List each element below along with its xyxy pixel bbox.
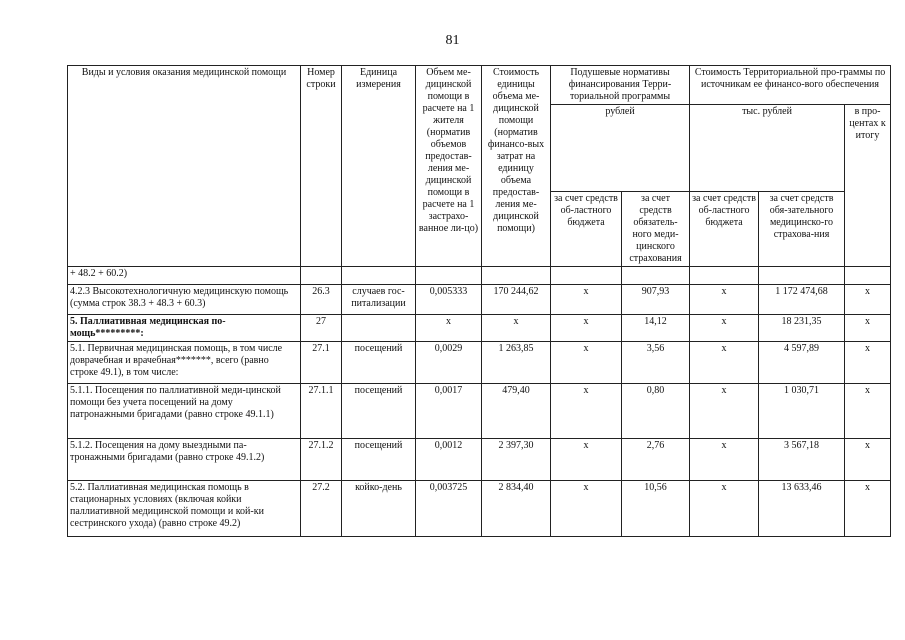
row-regional: х — [551, 285, 622, 315]
row-name: 5.1.2. Посещения на дому выездными па-тронажными бригадами (равно строке 49.1.2) — [68, 439, 301, 481]
row-unit — [342, 315, 416, 342]
row-volume: 0,005333 — [416, 285, 482, 315]
row-cost: 479,40 — [482, 384, 551, 439]
header-program-cost: Стоимость Территориальной про-граммы по источникам ее финансо-вого обеспечения — [690, 66, 891, 105]
row-regional-2: х — [690, 439, 759, 481]
row-oms-2: 18 231,35 — [759, 315, 845, 342]
row-name: 5.2. Паллиативная медицинская помощь в стационарных условиях (включая койки паллиативной медицинской помощи и кой-ки сестринского ухода) (равно строке 49.2) — [68, 481, 301, 537]
row-number: 27.1 — [301, 342, 342, 384]
row-oms: 0,80 — [622, 384, 690, 439]
row-unit: посещений — [342, 342, 416, 384]
row-number — [301, 267, 342, 285]
row-oms-2: 13 633,46 — [759, 481, 845, 537]
row-cost: 2 397,30 — [482, 439, 551, 481]
row-oms: 10,56 — [622, 481, 690, 537]
row-name: 4.2.3 Высокотехнологичную медицинскую помощь (сумма строк 38.3 + 48.3 + 60.3) — [68, 285, 301, 315]
row-volume: 0,0012 — [416, 439, 482, 481]
row-oms-2 — [759, 267, 845, 285]
row-name: 5.1.1. Посещения по паллиативной меди-цинской помощи без учета посещений на дому патронажными бригадами (равно строке 49.1.1) — [68, 384, 301, 439]
row-cost: 1 263,85 — [482, 342, 551, 384]
row-oms-2: 1 172 474,68 — [759, 285, 845, 315]
row-percent: х — [845, 342, 891, 384]
row-oms-2: 1 030,71 — [759, 384, 845, 439]
row-percent: х — [845, 315, 891, 342]
row-name: 5. Паллиативная медицинская по-мощь*********: — [68, 315, 301, 342]
row-percent: х — [845, 439, 891, 481]
header-type: Виды и условия оказания медицинской помощи — [68, 66, 301, 267]
row-number: 27.2 — [301, 481, 342, 537]
header-oms-2: за счет средств обя-зательного медицинско-го страхова-ния — [759, 192, 845, 267]
row-volume: 0,003725 — [416, 481, 482, 537]
row-number: 26.3 — [301, 285, 342, 315]
financing-table — [67, 65, 891, 537]
row-oms: 2,76 — [622, 439, 690, 481]
header-oms: за счет средств обязатель-ного меди-цинского страхования — [622, 192, 690, 267]
row-unit — [342, 267, 416, 285]
row-cost: 2 834,40 — [482, 481, 551, 537]
row-volume: 0,0017 — [416, 384, 482, 439]
row-cost: 170 244,62 — [482, 285, 551, 315]
row-oms-2: 4 597,89 — [759, 342, 845, 384]
row-regional — [551, 267, 622, 285]
row-regional: х — [551, 439, 622, 481]
header-regional-budget-2: за счет средств об-ластного бюджета — [690, 192, 759, 267]
table-row — [68, 384, 891, 439]
row-unit: койко-день — [342, 481, 416, 537]
row-number: 27.1.2 — [301, 439, 342, 481]
row-percent — [845, 267, 891, 285]
header-volume: Объем ме-дицинской помощи в расчете на 1 жителя (норматив объемов предостав-ления ме-дицинской помощи в расчете на 1 застрахо-ванное ли-цо) — [416, 66, 482, 267]
row-regional-2: х — [690, 315, 759, 342]
table-row — [68, 439, 891, 481]
header-unit-thousand-rubles: тыс. рублей — [690, 105, 845, 192]
row-regional-2: х — [690, 342, 759, 384]
row-volume — [416, 267, 482, 285]
row-oms: 3,56 — [622, 342, 690, 384]
header-regional-budget: за счет средств об-ластного бюджета — [551, 192, 622, 267]
table-row — [68, 315, 891, 342]
row-regional: х — [551, 384, 622, 439]
row-percent: х — [845, 285, 891, 315]
header-cost: Стоимость единицы объема ме-дицинской помощи (норматив финансо-вых затрат на единицу объема предостав-ления ме-дицинской помощи) — [482, 66, 551, 267]
row-percent: х — [845, 481, 891, 537]
row-cost: х — [482, 315, 551, 342]
row-regional: х — [551, 481, 622, 537]
row-regional-2: х — [690, 285, 759, 315]
header-per-capita: Подушевые нормативы финансирования Терри-ториальной программы — [551, 66, 690, 105]
row-regional-2: х — [690, 481, 759, 537]
row-name: 5.1. Первичная медицинская помощь, в том числе доврачебная и врачебная*******, всего (равно строке 49.1), в том числе: — [68, 342, 301, 384]
table-row — [68, 481, 891, 537]
table-row — [68, 342, 891, 384]
header-row-1 — [68, 66, 891, 105]
header-unit: Единица измерения — [342, 66, 416, 267]
row-unit: посещений — [342, 439, 416, 481]
row-number: 27.1.1 — [301, 384, 342, 439]
row-oms: 14,12 — [622, 315, 690, 342]
page-number: 81 — [445, 33, 460, 48]
row-regional-2 — [690, 267, 759, 285]
row-name: + 48.2 + 60.2) — [68, 267, 301, 285]
header-percent: в про-центах к итогу — [845, 105, 891, 267]
row-volume: х — [416, 315, 482, 342]
row-volume: 0,0029 — [416, 342, 482, 384]
row-unit: случаев гос-питализации — [342, 285, 416, 315]
table-row — [68, 285, 891, 315]
row-oms: 907,93 — [622, 285, 690, 315]
header-row-number: Номер строки — [301, 66, 342, 267]
row-unit: посещений — [342, 384, 416, 439]
row-regional: х — [551, 342, 622, 384]
row-oms-2: 3 567,18 — [759, 439, 845, 481]
row-number: 27 — [301, 315, 342, 342]
row-regional: х — [551, 315, 622, 342]
row-oms — [622, 267, 690, 285]
row-percent: х — [845, 384, 891, 439]
row-regional-2: х — [690, 384, 759, 439]
header-unit-rubles: рублей — [551, 105, 690, 192]
row-cost — [482, 267, 551, 285]
table-row — [68, 267, 891, 285]
